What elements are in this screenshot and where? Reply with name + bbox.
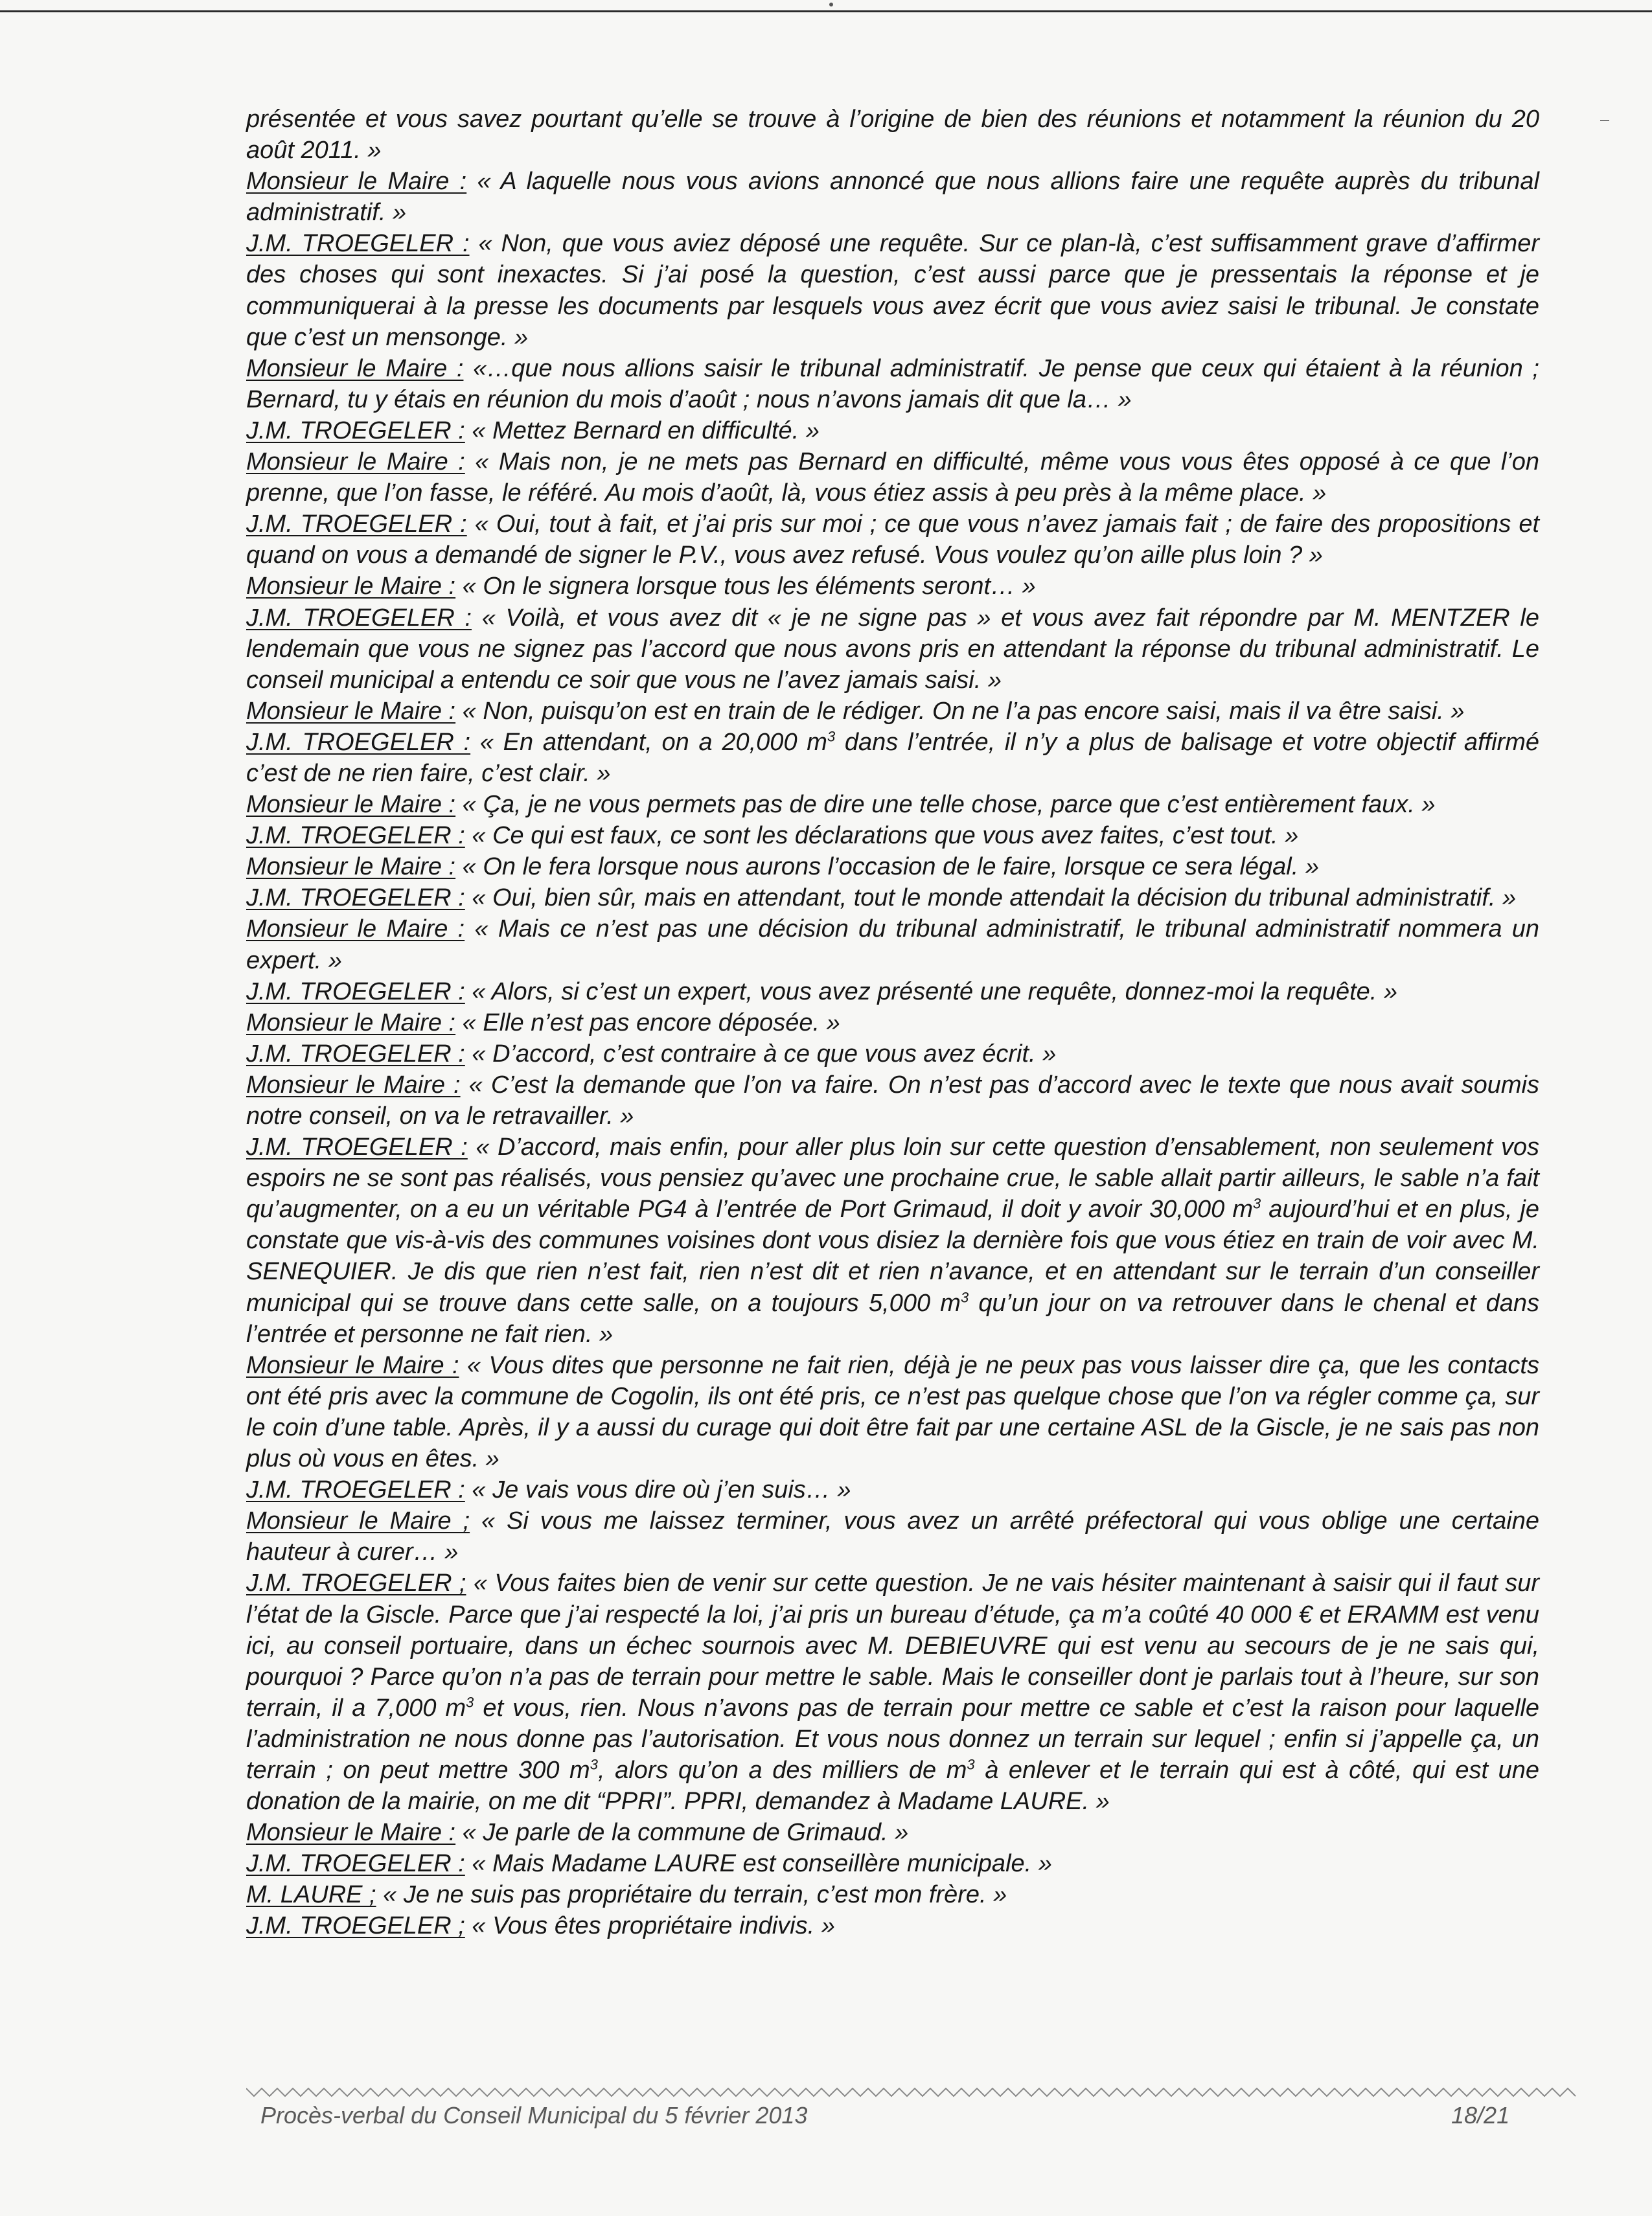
speaker-name: J.M. TROEGELER : [246, 230, 470, 258]
scan-mark [829, 3, 833, 6]
speech-text: « En attendant, on a 20,000 $m^3$ dans l’entrée, il n’y a plus de balisage et votre objectif affirmé c’est de ne rien faire, c’est clair. » [246, 728, 1539, 787]
transcript-paragraph [246, 1474, 1539, 1505]
speech-text: « Alors, si c’est un expert, vous avez présenté une requête, donnez-moi la requête. » [465, 977, 1398, 1005]
transcript-paragraph [246, 1848, 1539, 1879]
speaker-name: J.M. TROEGELER : [246, 728, 471, 756]
speaker-name: Monsieur le Maire : [246, 791, 456, 819]
transcript-paragraph [246, 1038, 1539, 1069]
speech-text: « Mais ce n’est pas une décision du tribunal administratif, le tribunal administratif nommera un expert. » [246, 915, 1539, 974]
speaker-name: J.M. TROEGELER : [246, 1850, 465, 1878]
speaker-name: Monsieur le Maire : [246, 1819, 456, 1847]
footer-page-number: 18/21 [1451, 2102, 1510, 2129]
speaker-name: Monsieur le Maire : [246, 915, 465, 943]
speech-text: « C’est la demande que l’on va faire. On n’est pas d’accord avec le texte que nous avait soumis notre conseil, on va le retravailler. » [246, 1071, 1539, 1130]
speaker-name: Monsieur le Maire : [246, 354, 464, 382]
speaker-name: Monsieur le Maire : [246, 1351, 459, 1379]
speaker-name: J.M. TROEGELER : [246, 1134, 468, 1161]
speaker-name: J.M. TROEGELER : [246, 1476, 465, 1504]
speech-text: « Mais Madame LAURE est conseillère municipale. » [465, 1850, 1052, 1878]
transcript-paragraph [246, 1505, 1539, 1568]
transcript-paragraph [246, 353, 1539, 415]
speech-text: « Vous êtes propriétaire indivis. » [465, 1912, 835, 1940]
transcript-paragraph [246, 1910, 1539, 1941]
speech-text: présentée et vous savez pourtant qu’elle se trouve à l’origine de bien des réunions et notamment la réunion du 20 août 2011. » [246, 106, 1539, 165]
transcript-paragraph [246, 508, 1539, 571]
transcript-paragraph [246, 1568, 1539, 1817]
speaker-name: M. LAURE ; [246, 1881, 376, 1909]
transcript-paragraph [246, 727, 1539, 789]
transcript-paragraph [246, 104, 1539, 166]
speech-text: « Mais non, je ne mets pas Bernard en difficulté, même vous vous êtes opposé à ce que l’on prenne, que l’on fasse, le référé. Au mois d’août, là, vous étiez assis à peu près à la même place. » [246, 448, 1539, 507]
transcript-paragraph [246, 1069, 1539, 1132]
speech-text: « Si vous me laissez terminer, vous avez un arrêté préfectoral qui vous oblige une certaine hauteur à curer… » [246, 1507, 1539, 1566]
top-border-line [0, 10, 1652, 12]
footer-document-title: Procès-verbal du Conseil Municipal du 5 février 2013 [260, 2102, 808, 2129]
speech-text: « Oui, tout à fait, et j’ai pris sur moi ; ce que vous n’avez jamais fait ; de faire des propositions et quand on vous a demandé de signer le P.V., vous avez refusé. Vous voulez qu’on aille plus loin ? » [246, 510, 1540, 569]
speaker-name: Monsieur le Maire : [246, 697, 456, 725]
transcript-paragraph [246, 415, 1539, 446]
transcript-paragraph [246, 976, 1539, 1007]
transcript-paragraph [246, 1879, 1539, 1910]
transcript-paragraph [246, 696, 1539, 727]
transcript-paragraph [246, 1817, 1539, 1848]
speaker-name: Monsieur le Maire ; [246, 1507, 470, 1535]
speaker-name: Monsieur le Maire : [246, 448, 465, 476]
speaker-name: Monsieur le Maire : [246, 168, 467, 196]
transcript-paragraph [246, 882, 1539, 913]
speech-text: « Oui, bien sûr, mais en attendant, tout le monde attendait la décision du tribunal administratif. » [465, 884, 1517, 912]
transcript-paragraph [246, 602, 1539, 696]
transcript-paragraph [246, 789, 1539, 820]
speech-text: « Ce qui est faux, ce sont les déclarations que vous avez faites, c’est tout. » [465, 822, 1299, 850]
speech-text: « Non, que vous aviez déposé une requête. Sur ce plan-là, c’est suffisamment grave d’affirmer des choses qui sont inexactes. Si j’ai posé la question, c’est aussi parce que je pressentais la réponse et je communiquerai à la presse les documents par lesquels vous avez écrit que vous aviez saisi le tribunal. Je constate que c’est un mensonge. » [246, 230, 1539, 351]
speech-text: « Vous faites bien de venir sur cette question. Je ne vais hésiter maintenant à saisir qui il faut sur l’état de la Giscle. Parce que j’ai respecté la loi, j’ai pris un bureau d’étude, ça m’a coûté 40 000 € et ERAMM est venu ici, au conseil portuaire, dans un échec sournois avec M. DEBIEUVRE qui est venu au secours de je ne sais qui, pourquoi ? Parce qu’on n’a pas de terrain pour mettre le sable. Mais le conseiller dont je parlais tout à l’heure, sur son terrain, il a 7,000 $m^3$ et vous, rien. Nous n’avons pas de terrain pour mettre ce sable et c’est la raison pour laquelle l’administration ne nous donne pas l’autorisation. Et vous nous donnez un terrain sur lequel ; enfin si j’appelle ça, un terrain ; on peut mettre 300 $m^3$, alors qu’on a des milliers de $m^3$ à enlever et le terrain qui est à côté, qui est une donation de la mairie, on me dit “PPRI”. PPRI, demandez à Madame LAURE. » [246, 1570, 1539, 1816]
speech-text: « On le signera lorsque tous les éléments seront… » [455, 573, 1036, 600]
speaker-name: J.M. TROEGELER : [246, 417, 465, 444]
speech-text: « Voilà, et vous avez dit « je ne signe pas » et vous avez fait répondre par M. MENTZER le lendemain que vous ne signez pas l’accord que nous avons pris en attendant la réponse du tribunal administratif. Le conseil municipal a entendu ce soir que vous ne l’avez jamais saisi. » [246, 604, 1539, 694]
transcript-paragraph [246, 1350, 1539, 1474]
speech-text: «…que nous allions saisir le tribunal administratif. Je pense que ceux qui étaient à la réunion ; Bernard, tu y étais en réunion du mois d’août ; nous n’avons jamais dit que la… » [246, 354, 1539, 413]
speech-text: « Je parle de la commune de Grimaud. » [455, 1819, 909, 1847]
speech-text: « Je vais vous dire où j’en suis… » [465, 1476, 851, 1504]
speaker-name: J.M. TROEGELER : [246, 510, 467, 538]
speech-text: « Vous dites que personne ne fait rien, déjà je ne peux pas vous laisser dire ça, que les contacts ont été pris avec la commune de Cogolin, ils ont été pris, ce n’est pas quelque chose que l’on va régler comme ça, sur le coin d’une table. Après, il y a aussi du curage qui doit être fait par une certaine ASL de la Giscle, je ne sais pas non plus où vous en êtes. » [246, 1351, 1539, 1473]
speaker-name: Monsieur le Maire : [246, 1071, 461, 1099]
speech-text: « On le fera lorsque nous aurons l’occasion de le faire, lorsque ce sera légal. » [455, 853, 1320, 881]
speaker-name: Monsieur le Maire : [246, 573, 456, 600]
transcript-paragraph [246, 571, 1539, 602]
transcript-paragraph [246, 228, 1539, 352]
transcript-paragraph [246, 1007, 1539, 1038]
speaker-name: Monsieur le Maire : [246, 1009, 456, 1036]
speaker-name: J.M. TROEGELER ; [246, 1570, 466, 1597]
speaker-name: J.M. TROEGELER : [246, 1040, 465, 1068]
speech-text: « A laquelle nous vous avions annoncé que nous allions faire une requête auprès du tribunal administratif. » [246, 168, 1539, 227]
transcript-paragraph [246, 820, 1539, 851]
transcript-paragraph [246, 1132, 1539, 1350]
speaker-name: J.M. TROEGELER : [246, 977, 465, 1005]
speaker-name: J.M. TROEGELER : [246, 604, 472, 632]
footer-zigzag-rule [246, 2086, 1581, 2099]
speech-text: « D’accord, c’est contraire à ce que vous avez écrit. » [465, 1040, 1057, 1068]
margin-mark [1600, 120, 1609, 121]
transcript-paragraph [246, 851, 1539, 882]
transcript-paragraph [246, 913, 1539, 976]
speaker-name: J.M. TROEGELER ; [246, 1912, 465, 1940]
speech-text: « Ça, je ne vous permets pas de dire une telle chose, parce que c’est entièrement faux. » [455, 791, 1436, 819]
speech-text: « Non, puisqu’on est en train de le rédiger. On ne l’a pas encore saisi, mais il va être saisi. » [455, 697, 1465, 725]
minutes-body [246, 104, 1539, 1942]
transcript-paragraph [246, 446, 1539, 508]
transcript-paragraph [246, 166, 1539, 228]
speech-text: « D’accord, mais enfin, pour aller plus loin sur cette question d’ensablement, non seulement vos espoirs ne se sont pas réalisés, vous pensiez qu’avec une prochaine crue, le sable allait partir ailleurs, le sable n’a fait qu’augmenter, on a eu un véritable PG4 à l’entrée de Port Grimaud, il doit y avoir 30,000 $m^3$ aujourd’hui et en plus, je constate que vis-à-vis des communes voisines dont vous disiez la dernière fois que vous étiez en train de voir avec M. SENEQUIER. Je dis que rien n’est fait, rien n’est dit et rien n’avance, et en attendant sur le terrain d’un conseiller municipal qui se trouve dans cette salle, on a toujours 5,000 $m^3$ qu’un jour on va retrouver dans le chenal et dans l’entrée et personne ne fait rien. » [246, 1134, 1539, 1348]
speech-text: « Je ne suis pas propriétaire du terrain, c’est mon frère. » [376, 1881, 1007, 1909]
speech-text: « Elle n’est pas encore déposée. » [455, 1009, 840, 1036]
speaker-name: J.M. TROEGELER : [246, 884, 465, 912]
speaker-name: Monsieur le Maire : [246, 853, 456, 881]
speech-text: « Mettez Bernard en difficulté. » [465, 417, 820, 444]
speaker-name: J.M. TROEGELER : [246, 822, 465, 850]
